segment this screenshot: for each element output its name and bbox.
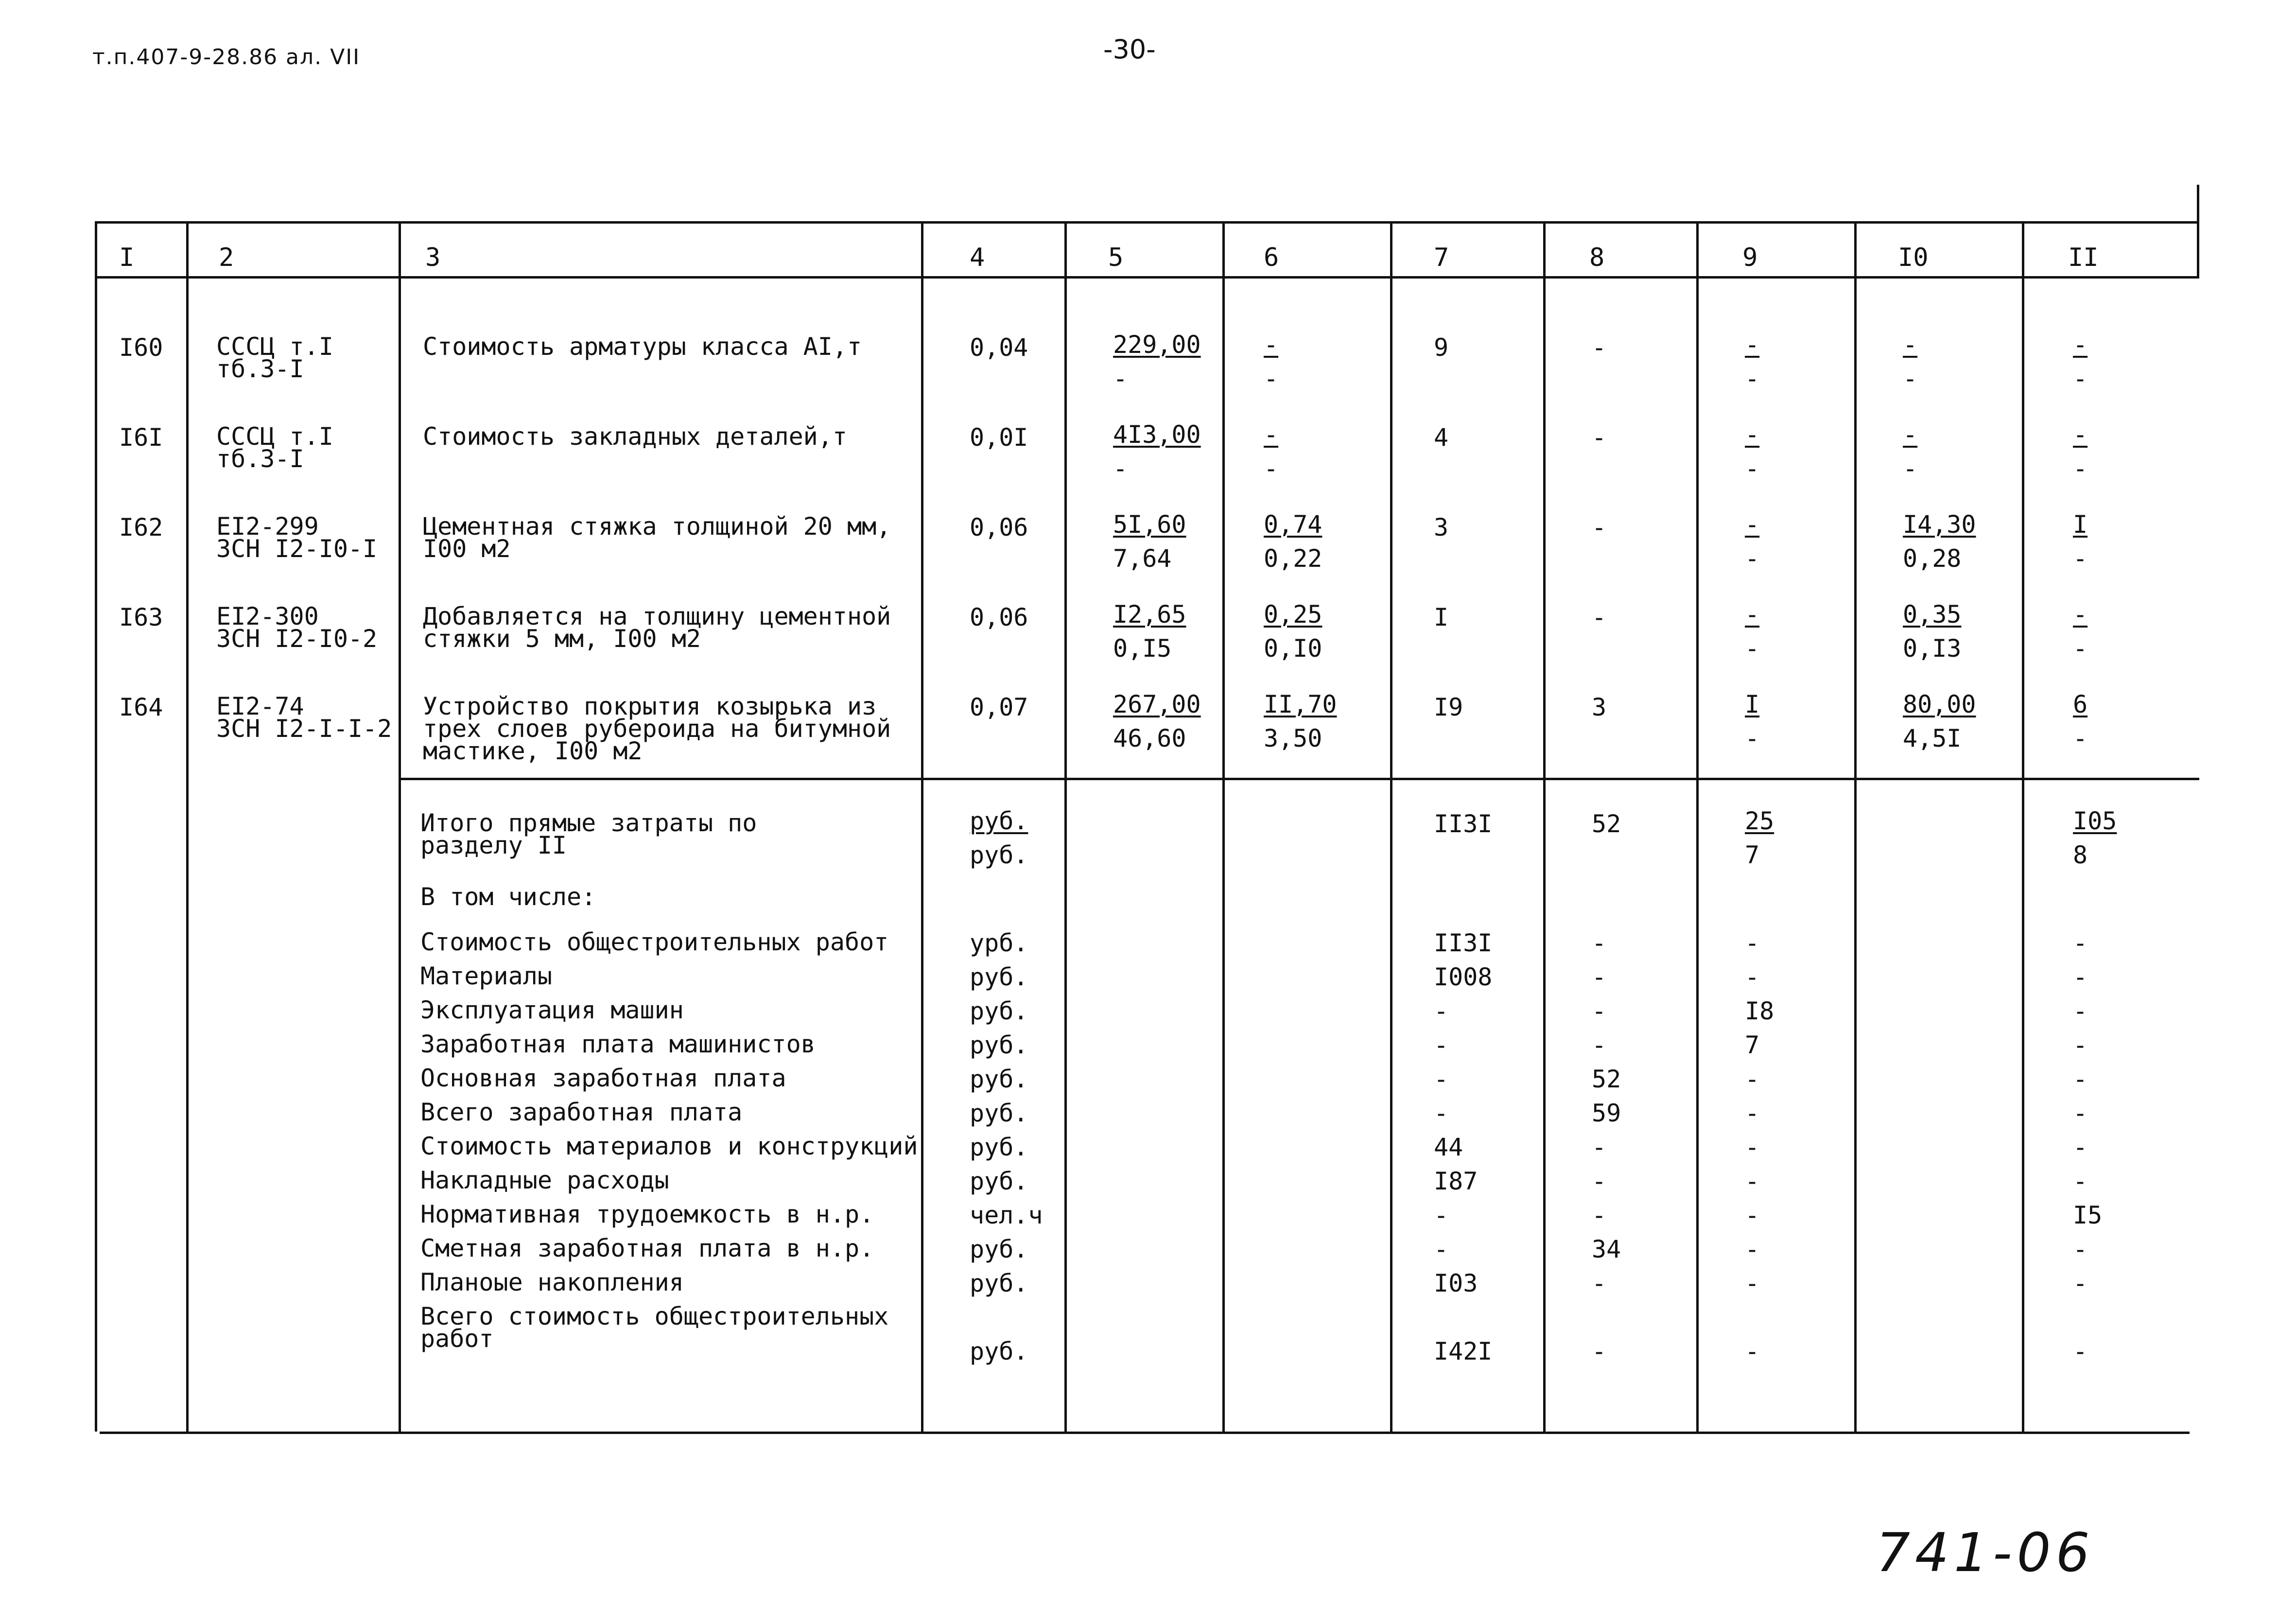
labor-per-unit <box>1903 687 1976 755</box>
row-number: I63 <box>119 603 163 631</box>
work-name: Добавляется на толщину цементной стяжки 5 мм, I00 м2 <box>423 602 891 653</box>
labor-per-unit-denominator: 0,I3 <box>1903 634 1962 663</box>
breakdown-wage: - <box>1592 1337 1607 1365</box>
breakdown-cost: 44 <box>1434 1133 1463 1161</box>
labor-total-denominator: - <box>2073 365 2088 393</box>
breakdown-machine: - <box>1745 1133 1760 1161</box>
breakdown-label: Всего заработная плата <box>420 1098 743 1126</box>
labor-total-numerator: - <box>2073 600 2088 629</box>
labor-total <box>2073 597 2087 665</box>
quantity: 0,0I <box>970 423 1028 452</box>
breakdown-unit: руб. <box>970 1269 1028 1297</box>
breakdown-cost: I87 <box>1434 1167 1478 1195</box>
labor-per-unit-denominator: 0,28 <box>1903 544 1962 573</box>
total-machine-numerator: 25 <box>1745 807 1774 835</box>
price-code: EI2-300 ЗСН I2-I0-2 <box>216 602 378 653</box>
breakdown-machine: - <box>1745 1065 1760 1093</box>
breakdown-label: Основная заработная плата <box>420 1064 786 1092</box>
total-cost: 4 <box>1434 423 1449 452</box>
breakdown-label: Стоимость общестроительных работ <box>420 928 889 956</box>
row-number: I6I <box>119 423 163 452</box>
col-border-10 <box>2022 221 2024 1432</box>
breakdown-label: Эксплуатация машин <box>420 996 684 1024</box>
unit-wage <box>1264 687 1337 755</box>
quantity: 0,06 <box>970 513 1028 542</box>
labor-per-unit-numerator: 80,00 <box>1903 690 1976 718</box>
machine-cost-denominator: - <box>1745 634 1760 663</box>
quantity: 0,04 <box>970 333 1028 362</box>
unit-wage <box>1264 328 1278 396</box>
total-wage: 3 <box>1592 693 1607 721</box>
document-code: т.п.407-9-28.86 ал. VII <box>92 45 361 70</box>
column-header: 4 <box>970 243 985 272</box>
machine-cost-denominator: - <box>1745 544 1760 573</box>
total-wage: - <box>1592 333 1607 362</box>
breakdown-machine: - <box>1745 1167 1760 1195</box>
breakdown-machine: - <box>1745 963 1760 991</box>
breakdown-cost: I03 <box>1434 1269 1478 1297</box>
column-header: 3 <box>425 243 441 272</box>
unit-cost-denominator: 7,64 <box>1113 544 1172 573</box>
archive-number: 741-06 <box>1876 1521 2095 1584</box>
breakdown-wage: - <box>1592 929 1607 957</box>
labor-total-denominator: - <box>2073 454 2088 483</box>
labor-per-unit-numerator: I4,30 <box>1903 510 1976 539</box>
breakdown-labor: I5 <box>2073 1201 2103 1229</box>
breakdown-machine: - <box>1745 1337 1760 1365</box>
breakdown-unit: руб. <box>970 1235 1028 1263</box>
labor-total-denominator: - <box>2073 634 2088 663</box>
breakdown-label: Нормативная трудоемкость в н.р. <box>420 1200 874 1228</box>
breakdown-machine: - <box>1745 1269 1760 1297</box>
breakdown-label: Материалы <box>420 962 552 990</box>
price-code: EI2-299 ЗСН I2-I0-I <box>216 512 378 563</box>
unit-cost <box>1113 418 1201 486</box>
unit-wage-denominator: 0,I0 <box>1264 634 1322 663</box>
breakdown-labor: - <box>2073 1167 2088 1195</box>
breakdown-wage: 34 <box>1592 1235 1621 1263</box>
col-border-5 <box>1222 221 1225 1432</box>
machine-cost <box>1745 507 1759 576</box>
total-unit-numerator: руб. <box>970 807 1028 835</box>
labor-total-denominator: - <box>2073 724 2088 752</box>
total-unit-denominator: руб. <box>970 841 1028 869</box>
total-label: Итого прямые затраты по разделу II <box>420 809 757 859</box>
breakdown-unit: руб. <box>970 1031 1028 1059</box>
total-cost: 3 <box>1434 513 1449 542</box>
machine-cost-numerator: - <box>1745 331 1760 359</box>
unit-wage-numerator: - <box>1264 420 1279 449</box>
machine-cost-denominator: - <box>1745 724 1760 752</box>
labor-per-unit-numerator: 0,35 <box>1903 600 1962 629</box>
unit-cost <box>1113 328 1201 396</box>
breakdown-cost: - <box>1434 1031 1449 1059</box>
unit-wage-numerator: 0,74 <box>1264 510 1322 539</box>
row-number: I60 <box>119 333 163 362</box>
subheading: В том числе: <box>420 883 596 911</box>
labor-total <box>2073 687 2087 755</box>
breakdown-machine: 7 <box>1745 1031 1760 1059</box>
unit-wage-numerator: - <box>1264 331 1279 359</box>
column-header: 6 <box>1264 243 1279 272</box>
total-cost: I9 <box>1434 693 1463 721</box>
breakdown-wage: - <box>1592 1167 1607 1195</box>
breakdown-wage: - <box>1592 1201 1607 1229</box>
breakdown-unit: руб. <box>970 963 1028 991</box>
unit-cost-numerator: I2,65 <box>1113 600 1186 629</box>
breakdown-unit: руб. <box>970 1167 1028 1195</box>
labor-total <box>2073 418 2087 486</box>
total-labor-denominator: 8 <box>2073 841 2088 869</box>
total-wage: 52 <box>1592 810 1621 838</box>
breakdown-labor: - <box>2073 1031 2088 1059</box>
machine-cost <box>1745 418 1759 486</box>
column-header: 9 <box>1742 243 1758 272</box>
breakdown-machine: I8 <box>1745 997 1774 1025</box>
row-number: I62 <box>119 513 163 542</box>
total-wage: - <box>1592 513 1607 542</box>
breakdown-label: Накладные расходы <box>420 1166 669 1194</box>
breakdown-cost: I42I <box>1434 1337 1493 1365</box>
col-border-3 <box>921 221 923 1432</box>
column-header: I0 <box>1898 243 1929 272</box>
column-header: 7 <box>1434 243 1449 272</box>
page-number: -30- <box>1103 34 1156 65</box>
machine-cost-numerator: I <box>1745 690 1760 718</box>
machine-cost <box>1745 328 1759 396</box>
total-machine-denominator: 7 <box>1745 841 1760 869</box>
machine-cost-numerator: - <box>1745 600 1760 629</box>
breakdown-labor: - <box>2073 963 2088 991</box>
breakdown-cost: I008 <box>1434 963 1493 991</box>
breakdown-machine: - <box>1745 1201 1760 1229</box>
work-name: Стоимость арматуры класса AI,т <box>423 332 862 361</box>
column-header: 5 <box>1108 243 1124 272</box>
unit-cost-denominator: - <box>1113 454 1128 483</box>
col-border-9 <box>1854 221 1857 1432</box>
breakdown-machine: - <box>1745 929 1760 957</box>
column-header: 2 <box>219 243 234 272</box>
breakdown-wage: - <box>1592 963 1607 991</box>
row-number: I64 <box>119 693 163 721</box>
unit-wage-denominator: - <box>1264 365 1279 393</box>
unit-wage <box>1264 507 1322 576</box>
labor-per-unit-numerator: - <box>1903 331 1918 359</box>
breakdown-label: Заработная плата машинистов <box>420 1030 816 1058</box>
breakdown-unit: руб. <box>970 1337 1028 1365</box>
breakdown-unit: руб. <box>970 997 1028 1025</box>
price-code: СССЦ т.I тб.3-I <box>216 422 333 473</box>
labor-per-unit <box>1903 507 1976 576</box>
total-cost: I <box>1434 603 1449 631</box>
unit-cost <box>1113 507 1186 576</box>
machine-cost-denominator: - <box>1745 454 1760 483</box>
unit-wage-denominator: 3,50 <box>1264 724 1322 752</box>
breakdown-cost: - <box>1434 1201 1449 1229</box>
labor-total-denominator: - <box>2073 544 2088 573</box>
machine-cost-numerator: - <box>1745 420 1760 449</box>
labor-per-unit-numerator: - <box>1903 420 1918 449</box>
breakdown-labor: - <box>2073 929 2088 957</box>
breakdown-unit: руб. <box>970 1099 1028 1127</box>
col-border-1 <box>186 221 189 1432</box>
labor-per-unit-denominator: - <box>1903 365 1918 393</box>
breakdown-cost: - <box>1434 997 1449 1025</box>
breakdown-wage: - <box>1592 1269 1607 1297</box>
unit-cost-denominator: 0,I5 <box>1113 634 1172 663</box>
breakdown-unit: чел.ч <box>970 1201 1043 1229</box>
breakdown-machine: - <box>1745 1099 1760 1127</box>
price-code: СССЦ т.I тб.3-I <box>216 332 333 383</box>
labor-per-unit <box>1903 597 1961 665</box>
unit-wage-numerator: 0,25 <box>1264 600 1322 629</box>
total-unit <box>970 804 1028 872</box>
col-border-7 <box>1543 221 1546 1432</box>
labor-per-unit <box>1903 418 1917 486</box>
work-name: Цементная стяжка толщиной 20 мм, I00 м2 <box>423 512 891 563</box>
unit-cost-numerator: 5I,60 <box>1113 510 1186 539</box>
unit-wage <box>1264 597 1322 665</box>
labor-total-numerator: I <box>2073 510 2088 539</box>
work-name: Стоимость закладных деталей,т <box>423 422 847 451</box>
breakdown-unit: руб. <box>970 1133 1028 1161</box>
unit-cost-numerator: 267,00 <box>1113 690 1201 718</box>
table-top-border <box>95 221 2199 224</box>
breakdown-wage: - <box>1592 1031 1607 1059</box>
breakdown-labor: - <box>2073 997 2088 1025</box>
unit-cost-denominator: - <box>1113 365 1128 393</box>
col-border-8 <box>1696 221 1699 1432</box>
breakdown-cost: - <box>1434 1099 1449 1127</box>
breakdown-labor: - <box>2073 1235 2088 1263</box>
labor-total <box>2073 507 2087 576</box>
breakdown-label: Сметная заработная плата в н.р. <box>420 1234 874 1262</box>
unit-wage-denominator: 0,22 <box>1264 544 1322 573</box>
labor-per-unit <box>1903 328 1917 396</box>
breakdown-labor: - <box>2073 1099 2088 1127</box>
column-header: 8 <box>1589 243 1605 272</box>
col-border-0 <box>95 221 97 1432</box>
price-code: EI2-74 ЗСН I2-I-I-2 <box>216 692 392 743</box>
labor-total <box>2073 328 2087 396</box>
breakdown-cost: II3I <box>1434 929 1493 957</box>
unit-cost-numerator: 4I3,00 <box>1113 420 1201 449</box>
breakdown-cost: - <box>1434 1065 1449 1093</box>
breakdown-wage: - <box>1592 1133 1607 1161</box>
rows-divider <box>399 778 2199 780</box>
total-cost: II3I <box>1434 810 1493 838</box>
total-cost: 9 <box>1434 333 1449 362</box>
unit-cost-numerator: 229,00 <box>1113 331 1201 359</box>
breakdown-unit: урб. <box>970 929 1028 957</box>
col-border-4 <box>1064 221 1067 1432</box>
column-header: I <box>119 243 135 272</box>
total-wage: - <box>1592 423 1607 452</box>
breakdown-label: Планоые накопления <box>420 1268 684 1296</box>
unit-wage-denominator: - <box>1264 454 1279 483</box>
unit-cost <box>1113 687 1201 755</box>
labor-total-numerator: - <box>2073 420 2088 449</box>
breakdown-label: Всего стоимость общестроительных работ <box>420 1302 889 1353</box>
col-border-2 <box>399 221 401 1432</box>
total-labor <box>2073 804 2117 872</box>
work-name: Устройство покрытия козырька из трех слоев рубероида на битумной мастике, I00 м2 <box>423 692 891 765</box>
breakdown-wage: 52 <box>1592 1065 1621 1093</box>
unit-wage <box>1264 418 1278 486</box>
breakdown-labor: - <box>2073 1269 2088 1297</box>
quantity: 0,07 <box>970 693 1028 721</box>
unit-wage-numerator: II,70 <box>1264 690 1337 718</box>
col-border-11 <box>2197 185 2199 277</box>
breakdown-cost: - <box>1434 1235 1449 1263</box>
breakdown-label: Стоимость материалов и конструкций <box>420 1132 918 1160</box>
total-labor-numerator: I05 <box>2073 807 2117 835</box>
breakdown-machine: - <box>1745 1235 1760 1263</box>
breakdown-labor: - <box>2073 1065 2088 1093</box>
total-wage: - <box>1592 603 1607 631</box>
machine-cost-denominator: - <box>1745 365 1760 393</box>
quantity: 0,06 <box>970 603 1028 631</box>
col-border-6 <box>1390 221 1392 1432</box>
breakdown-labor: - <box>2073 1337 2088 1365</box>
labor-per-unit-denominator: - <box>1903 454 1918 483</box>
breakdown-wage: 59 <box>1592 1099 1621 1127</box>
column-header: II <box>2068 243 2099 272</box>
total-machine <box>1745 804 1774 872</box>
labor-per-unit-denominator: 4,5I <box>1903 724 1962 752</box>
breakdown-labor: - <box>2073 1133 2088 1161</box>
unit-cost-denominator: 46,60 <box>1113 724 1186 752</box>
labor-total-numerator: 6 <box>2073 690 2088 718</box>
breakdown-wage: - <box>1592 997 1607 1025</box>
machine-cost <box>1745 687 1759 755</box>
unit-cost <box>1113 597 1186 665</box>
table-bottom-border <box>100 1432 2190 1434</box>
machine-cost-numerator: - <box>1745 510 1760 539</box>
machine-cost <box>1745 597 1759 665</box>
breakdown-unit: руб. <box>970 1065 1028 1093</box>
header-bottom-border <box>95 276 2199 279</box>
labor-total-numerator: - <box>2073 331 2088 359</box>
